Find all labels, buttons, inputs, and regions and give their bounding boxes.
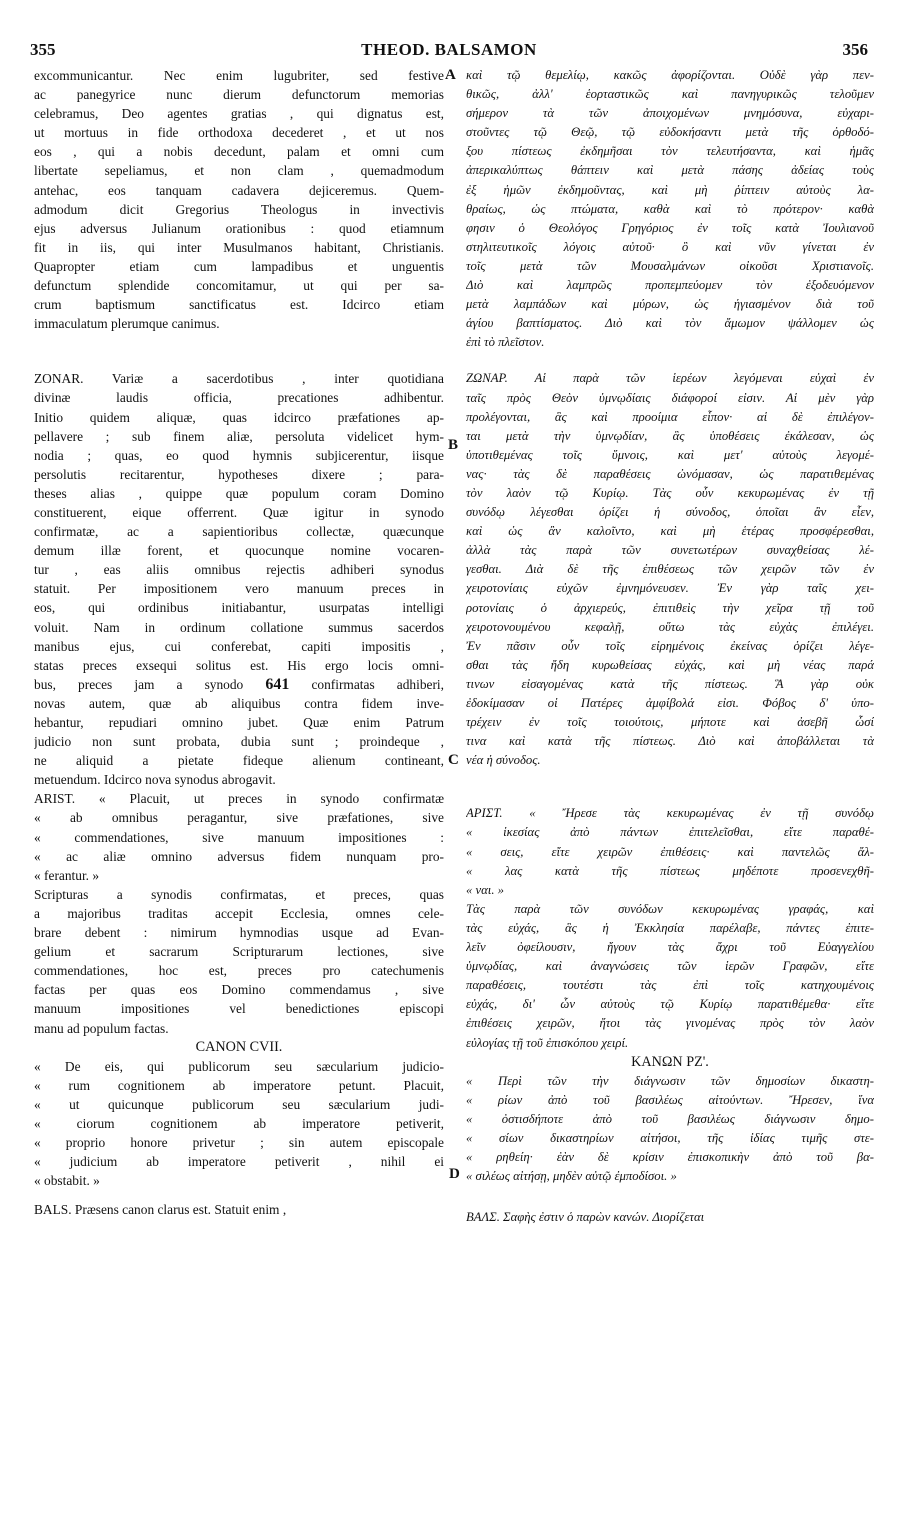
- text-line: fit in iis, qui inter Musulmanos habitant, Christianis.: [34, 239, 444, 255]
- text-line: confirmatæ, ac a sapientioribus collectæ, quæcunque: [34, 524, 444, 540]
- text-line: divinæ laudis officia, precationes adhibentur.: [34, 390, 444, 406]
- text-line: ἐπιθέσεις χειρῶν, ἤτοι τὰς γινομένας πρὸς τὸν λαὸν: [466, 1016, 874, 1031]
- text-line: ται μετὰ τὴν ὑμνῳδίαν, ἃς ὑποθέσεις ἐκάλεσαν, ὡς: [466, 428, 874, 443]
- text-line: a majoribus traditas accepit Ecclesia, omnes cele-: [34, 905, 444, 921]
- text-line: « ab omnibus peragantur, sive præfationes, sive: [34, 810, 444, 826]
- text-line: Initio quidem aliquæ, quas idcirco præfationes ap-: [34, 409, 444, 425]
- text-line: constituerent, eique offerrent. Quæ igitur in synodo: [34, 504, 444, 520]
- text-line: τρέχειν ἐν τοῖς τοιούτοις, μήποτε καὶ ἀσεβῆ ὦσί: [466, 715, 874, 730]
- text-line: καὶ τῷ θεμελίῳ, κακῶς ἀφορίζονται. Οὐδὲ γὰρ πεν-: [466, 68, 874, 82]
- greek-canon-title: ΚΑΝΩΝ ΡΖ'.: [631, 1053, 709, 1070]
- latin-paragraph-aristenus: [34, 789, 444, 1037]
- text-line: ἀλλὰ τὰς παρὰ τῶν συνετωτέρων συναχθείσας λέ-: [466, 543, 874, 558]
- greek-last-line: ΒΑΛΣ. Σαφὴς ἐστιν ὁ παρὼν κανών. Διορίζεται: [466, 1210, 705, 1225]
- latin-paragraph-zonaras-end: [34, 694, 444, 789]
- text-line: Τὰς παρὰ τῶν συνόδων κεκυρωμένας γραφάς, καὶ: [466, 901, 874, 916]
- text-line: « judicium ab imperatore petiverit , nihil ei: [34, 1154, 444, 1170]
- text-line: « ρηθείη· ἐὰν δὲ κρίσιν ἐπισκοπικὴν ἀπὸ τοῦ βα-: [466, 1150, 874, 1165]
- greek-column: [466, 66, 874, 1227]
- text-line: judicio non sunt probata, dubia sunt ; proindeque ,: [34, 734, 444, 750]
- latin-canon-title: CANON CVII.: [195, 1038, 283, 1055]
- text-line: « σιλέως αἰτήσῃ, μηδὲν αὐτῷ ἐμποδίσοι. »: [466, 1169, 677, 1184]
- section-marker-b: B: [448, 437, 459, 453]
- text-line: eos, qui ordinibus initiabantur, usurpatas intelligi: [34, 600, 444, 616]
- text-line: παραθέσεις, τουτέστι τὰς ἐπὶ τοῖς κατηχουμένοις: [466, 978, 874, 993]
- text-line: ξου πίστεως ἐκδημῆσαι τὸν τελευτήσαντα, καὶ ἡμᾶς: [466, 144, 874, 159]
- text-line: crum baptismum sanctificatus est. Idcirco etiam: [34, 297, 444, 313]
- text-line: τοῖς μετὰ τῶν Μουσαλμάνων οἰκοῦσι Χριστιανοῖς.: [466, 258, 874, 273]
- text-line: « ἱκεσίας ἀπὸ πάντων ἐπιτελεῖσθαι, εἴτε παραθέ-: [466, 825, 874, 840]
- text-line: ταῖς πρὸς Θεὸν ὑμνῳδίαις διάφοροί εἰσιν. Αἱ μὲν γὰρ: [466, 390, 874, 405]
- text-line: pellavere ; sub finem aliæ, persoluta videlicet hym-: [34, 428, 444, 444]
- text-line: ὑποτιθεμένας τοῖς ὕμνοις, καὶ μετ' αὐτοὺς λεγομέ-: [466, 447, 874, 462]
- text-line: τινα καὶ κατὰ τῆς πίστεως. Διὸ καὶ ἀποβάλλεται τὰ: [466, 734, 874, 749]
- text-line: ZONAR. Variæ a sacerdotibus , inter quotidiana: [34, 371, 444, 387]
- latin-paragraph-zonaras: [34, 369, 444, 675]
- text-line: novas autem, quæ ab aliquibus contra fidem inve-: [34, 695, 444, 711]
- text-line: ἀπερικαλύπτως θάπτειν καὶ μετὰ πάσης ἀδείας τοὺς: [466, 163, 874, 178]
- running-title: THEOD. BALSAMON: [361, 40, 537, 59]
- text-line: χειροτονίαις εὐχῶν ἐμνημόνευσεν. Ἐν γὰρ ταῖς χει-: [466, 581, 874, 596]
- text-line: « ναι. »: [466, 882, 505, 897]
- text-line: « rum cognitionem ab imperatore petunt. Placuit,: [34, 1077, 444, 1093]
- text-line: brare debent : nimirum hymnodias usque ad Evan-: [34, 925, 444, 941]
- text-line: Quapropter etiam cum lampadibus et unguentis: [34, 258, 444, 274]
- text-line: « ρίων ἀπὸ τοῦ βασιλέως αἰτούντων. Ἤρεσεν, ἵνα: [466, 1092, 874, 1107]
- text-line: Scripturas a synodis confirmatas, et preces, quas: [34, 886, 444, 902]
- text-line: νέα ἡ σύνοδος.: [466, 753, 541, 768]
- text-line: « λας κατὰ τῆς πίστεως μηδέποτε προσενεχθῆ-: [466, 863, 874, 878]
- text-line: antehac, eos tanquam cadavera dejiceremus. Quem-: [34, 182, 444, 198]
- text-line: « σίων δικαστηρίων αἰτήσοι, τῆς ἰδίας τιμῆς στε-: [466, 1130, 874, 1145]
- latin-canon-text: [34, 1057, 444, 1191]
- latin-last-line: BALS. Præsens canon clarus est. Statuit enim ,: [34, 1202, 287, 1218]
- section-marker-a: A: [445, 67, 456, 83]
- page-number-right: 356: [842, 40, 868, 59]
- text-line: θικῶς, ἀλλ' ἑορταστικῶς καὶ πανηγυρικῶς τελοῦμεν: [466, 87, 874, 102]
- text-line: persolutis recitarentur, hypotheses dixere ; para-: [34, 466, 444, 482]
- text-line: metuendum. Idcirco nova synodus abrogavit.: [34, 772, 276, 788]
- text-line: καὶ ὡς ἂν καλοῖντο, καὶ μὴ ἑτέρας προσφέρεσθαι,: [466, 524, 874, 539]
- text-line: Διὸ καὶ λαμπρῶς προπεμπεύομεν τὸν ἐξοδευόμενον: [466, 278, 874, 293]
- text-line: ejus adversus Julianum orationibus : quod etiamnum: [34, 220, 444, 236]
- text-line: ac panegyrice nunc dierum defunctorum memorias: [34, 87, 444, 103]
- text-line: voluit. Nam in ordinum collatione summus sacerdos: [34, 619, 444, 635]
- text-line: « proprio honore privetur ; sin autem episcopale: [34, 1135, 444, 1151]
- text-line: immaculatum plerumque canimus.: [34, 316, 220, 332]
- column-number: 641: [265, 675, 290, 693]
- text-line: μετὰ λαμπάδων καὶ μύρων, ὡς ἡγιασμένον διὰ τοῦ: [466, 297, 874, 312]
- text-line: « ciorum cognitionem ab imperatore petiverit,: [34, 1115, 444, 1131]
- text-line: hebantur, repudiari omnino jubet. Quæ enim Patrum: [34, 715, 444, 730]
- text-line: ροτονίαις ὁ ἀρχιερεύς, ἐπιτιθεὶς τὴν χεῖρα τῇ τοῦ: [466, 600, 874, 615]
- text-line: θραίως, ὡς πτώματα, καθὰ καὶ τὸ πρότερον· καθὰ: [466, 201, 874, 216]
- text-line: σήμερον τὰ τῶν ἀποιχομένων μνημόσυνα, εὐχαρι-: [466, 106, 874, 121]
- text-line: Ἐν πᾶσιν οὖν τοῖς εἰρημένοις ἐκείνας ὁρίζει λέγε-: [466, 638, 874, 653]
- greek-canon-text: [466, 1072, 874, 1187]
- text-line: « ut quicunque publicorum seu sæcularium judi-: [34, 1096, 444, 1112]
- text-line: ARIST. « Placuit, ut preces in synodo confirmatæ: [34, 791, 444, 807]
- text-line: « σεις, εἴτε χειρῶν ἐπιθέσεις· καὶ παντελῶς ἄλ-: [466, 844, 874, 859]
- text-line: ἐξ ἡμῶν ἐκδημοῦντας, καὶ μὴ ῥίπτειν αὐτοὺς λα-: [466, 182, 874, 197]
- text-line: προλέγονται, ἃς καὶ προοίμια εἶπον· αἱ δὲ ἐπιλέγον-: [466, 409, 874, 424]
- latin-line-with-number: bus, preces jam a synodo 641 confirmatas adhiberi,: [34, 675, 444, 693]
- text-line: τινων εἰσαγομένας κατὰ τῆς πίστεως. Ἃ γὰρ οὐκ: [466, 676, 874, 691]
- greek-paragraph-aristenus: [466, 804, 874, 1052]
- text-line: « ac aliæ omnino adversus fidem nunquam pro-: [34, 848, 444, 864]
- text-line: ἐδοκίμασαν οἱ Πατέρες ἀμφίβολά εἰσι. Φόβος δ' ὑπο-: [466, 696, 874, 710]
- running-head: [30, 40, 868, 64]
- text-line: manibus ejus, cui conferebat, capiti impositis ,: [34, 638, 444, 654]
- text-line: « Περὶ τῶν τὴν διάγνωσιν τῶν δημοσίων δικαστη-: [466, 1073, 874, 1088]
- text-line: ὑμνῳδίας, καὶ ἀναγνώσεις τῶν ἱερῶν Γραφῶν, εἴτε: [466, 959, 874, 974]
- text-line: excommunicantur. Nec enim lugubriter, sed festive: [34, 68, 444, 83]
- text-line: νας· τὰς δὲ παραθέσεις ὠνόμασαν, ὡς παρατιθεμένας: [466, 466, 874, 481]
- text-line: ΑΡΙΣΤ. « Ἤρεσε τὰς κεκυρωμένας ἐν τῇ συνόδῳ: [466, 806, 874, 821]
- text-line: ἁγίου βαπτίσματος. Διὸ καὶ τὸν ἄμωμον ψάλλομεν ὡς: [466, 316, 874, 331]
- text-line: λεῖν ὀφείλουσιν, ἤγουν τὰς ἄχρι τοῦ Εὐαγγελίου: [466, 940, 874, 955]
- text-line: « ferantur. »: [34, 867, 100, 883]
- text-line: στοῦντες τῷ Θεῷ, τῷ εὐδοκήσαντι μετὰ τῆς ὀρθοδό-: [466, 125, 874, 140]
- text-line: « ὀστισδήποτε ἀπὸ τοῦ βασιλέως διάγνωσιν δημο-: [466, 1111, 874, 1126]
- text-line: εὐλογίας τῇ τοῦ ἐπισκόπου χειρί.: [466, 1035, 629, 1050]
- text-line: gelium et sacrarum Scripturarum lectiones, sive: [34, 944, 444, 960]
- text-line: εὐχάς, δι' ὧν αὐτοὺς τῷ Κυρίῳ παρατιθέμεθα· εἴτε: [466, 997, 874, 1012]
- text-line: ΖΩΝΑΡ. Αἱ παρὰ τῶν ἱερέων λεγόμεναι εὐχαὶ ἐν: [466, 371, 874, 386]
- text-line: χειροτονουμένου κεφαλῇ, οὕτω τὰς εὐχὰς ἐπιλέγει.: [466, 619, 874, 634]
- text-line: σθαι τὰς ἤδη κυρωθείσας εὐχάς, καὶ μὴ νέας παρά: [466, 657, 874, 672]
- text-line: demum illæ forent, et quocunque nomine vocaren-: [34, 543, 444, 559]
- text-line: libertate sepeliamus, et non clam , quemadmodum: [34, 163, 444, 179]
- text-line: eos , qui a nobis decedunt, palam et omni cum: [34, 144, 444, 160]
- section-marker-c: C: [448, 752, 459, 768]
- latin-column: [34, 66, 444, 1219]
- text-line: τὸν λαὸν τῷ Κυρίῳ. Τὰς οὖν κεκυρωμένας ἐν τῇ: [466, 485, 874, 500]
- text-line: τὰς εὐχάς, ἃς ἡ Ἐκκλησία παρέλαβε, πάντες ἐπιτε-: [466, 920, 874, 935]
- text-line: defunctum splendide concomitamur, ut qui per sa-: [34, 278, 444, 294]
- text-line: φησιν ὁ Θεολόγος Γρηγόριος ἐν τοῖς κατὰ Ἰουλιανοῦ: [466, 220, 874, 235]
- text-line: theses alias , quippe quæ populum coram Domino: [34, 485, 444, 501]
- text-line: ut mortuus in fide orthodoxa decederet , et ut nos: [34, 125, 444, 141]
- greek-paragraph-zonaras: [466, 369, 874, 770]
- text-line: ne aliquid a pietate fideque alienum contineant,: [34, 753, 444, 769]
- text-line: στηλιτευτικοῖς λόγοις αὐτοῦ· ὃ καὶ νῦν γίνεται ἐν: [466, 239, 874, 254]
- text-line: ἐπὶ τὸ πλεῖστον.: [466, 335, 545, 350]
- text-line: factas per quas eos Domino commendamus , sive: [34, 982, 444, 998]
- text-line: γεσθαι. Διὰ δὲ τῆς ἐπιθέσεως τῶν χειρῶν τῶν ἐν: [466, 562, 874, 577]
- text-line: admodum dicit Gregorius Theologus in invectivis: [34, 201, 444, 217]
- text-line: celebramus, Deo agentes gratias , qui dignatus est,: [34, 106, 444, 122]
- text-line: commendationes, hoc est, preces pro catechumenis: [34, 963, 444, 979]
- text-line: statas preces exsequi solitus est. His ergo locis omni-: [34, 657, 444, 673]
- page-number-left: 355: [30, 40, 56, 59]
- text-line: nodia ; quas, eo quod hymnis subjicerentur, iisque: [34, 447, 444, 463]
- text-line: statuit. Per impositionem vero manuum preces in: [34, 581, 444, 597]
- section-marker-d: D: [449, 1166, 460, 1182]
- greek-paragraph-1: [466, 66, 874, 352]
- text-line: « commendationes, sive manuum impositiones :: [34, 829, 444, 845]
- text-line: manuum impositiones vel benedictiones episcopi: [34, 1001, 444, 1017]
- latin-paragraph-1: [34, 66, 444, 333]
- text-line: « obstabit. »: [34, 1173, 100, 1189]
- text-line: manu ad populum factas.: [34, 1020, 169, 1036]
- text-line: tur , eas aliis omnibus rejectis adhiberi synodus: [34, 562, 444, 578]
- text-line: « De eis, qui publicorum seu sæcularium judicio-: [34, 1058, 444, 1074]
- text-line: συνόδῳ λέγεσθαι ὁρίζει ἡ σύνοδος, ὁποῖαι ἂν εἶεν,: [466, 505, 874, 520]
